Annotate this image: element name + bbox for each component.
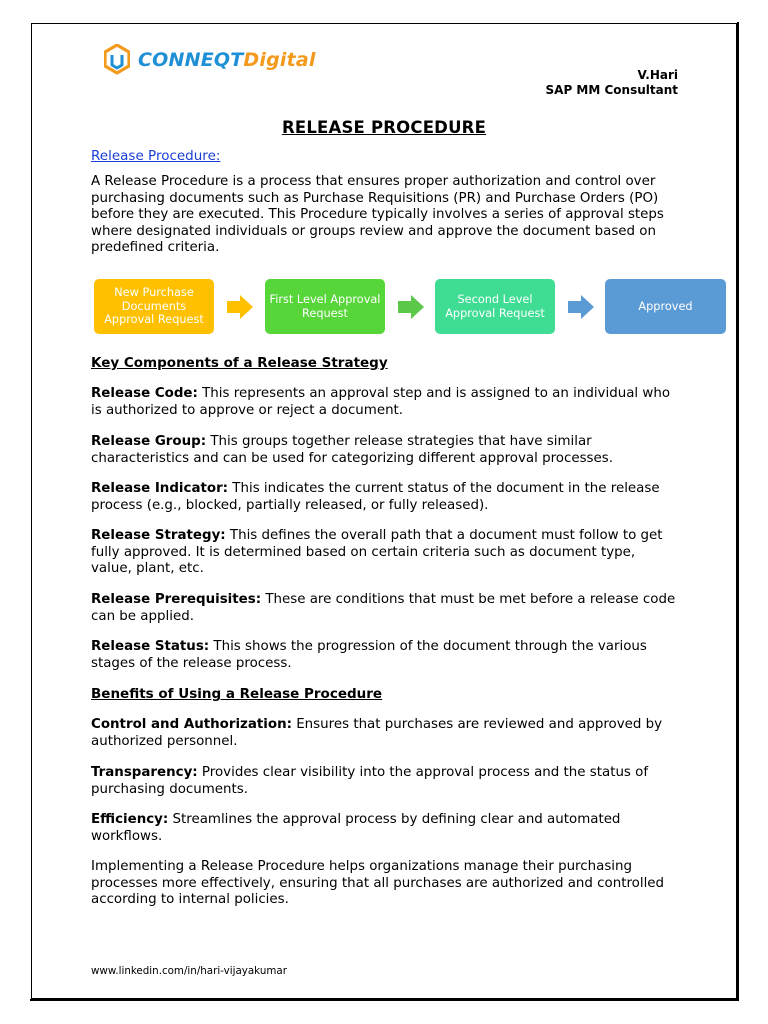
page-title: RELEASE PROCEDURE xyxy=(281,118,487,137)
component-term: Release Indicator: xyxy=(91,481,229,496)
component-release-strategy xyxy=(91,528,679,578)
flow-arrow-3 xyxy=(567,294,595,320)
flow-step-label: New Purchase Documents Approval Request xyxy=(104,286,204,327)
benefit-term: Transparency: xyxy=(91,765,198,780)
component-release-prerequisites xyxy=(91,592,679,625)
flow-step-label: First Level Approval Request xyxy=(269,293,381,320)
flow-step-second-level xyxy=(435,279,555,334)
component-release-indicator xyxy=(91,481,679,514)
brand-logo xyxy=(104,44,316,76)
brand-name xyxy=(138,49,316,71)
flow-step-new-request xyxy=(94,279,214,334)
component-term: Release Status: xyxy=(91,639,210,654)
component-term: Release Prerequisites: xyxy=(91,592,262,607)
component-release-group xyxy=(91,434,679,467)
component-term: Release Strategy: xyxy=(91,528,226,543)
benefit-text: Provides clear visibility into the approval process and the status of purchasing documents. xyxy=(91,765,649,797)
component-text: This defines the overall path that a document must follow to get fully approved. It is determined based on certain criteria such as document type, value, plant, etc. xyxy=(91,528,663,577)
component-release-code xyxy=(91,386,679,419)
benefit-text: Ensures that purchases are reviewed and approved by authorized personnel. xyxy=(91,717,663,749)
component-text: This represents an approval step and is assigned to an individual who is authorized to approve or reject a document. xyxy=(91,386,671,418)
conclusion-paragraph: Implementing a Release Procedure helps organizations manage their purchasing processes more effectively, ensuring that all purchases are authorized and controlled according to internal policies. xyxy=(91,859,665,908)
release-procedure-link[interactable]: Release Procedure: xyxy=(91,148,221,164)
component-term: Release Code: xyxy=(91,386,198,401)
benefit-transparency xyxy=(91,765,679,798)
flow-step-label: Second Level Approval Request xyxy=(445,293,545,320)
footer-linkedin-url[interactable]: www.linkedin.com/in/hari-vijayakumar xyxy=(91,965,287,977)
benefit-text: Streamlines the approval process by defining clear and automated workflows. xyxy=(91,812,621,844)
key-components-heading: Key Components of a Release Strategy xyxy=(91,355,388,371)
author-name: V.Hari xyxy=(637,68,678,82)
flow-step-approved xyxy=(605,279,726,334)
brand-logo-icon xyxy=(104,44,130,76)
component-term: Release Group: xyxy=(91,434,207,449)
component-release-status xyxy=(91,639,679,672)
intro-paragraph: A Release Procedure is a process that ensures proper authorization and control over purchasing documents such as Purchase Requisitions (PR) and Purchase Orders (PO) before they are executed. This Procedure typically involves a series of approval steps where designated individuals or groups review and approve the document based on predefined criteria. xyxy=(91,174,664,256)
flow-arrow-1 xyxy=(226,294,254,320)
component-text: This groups together release strategies that have similar characteristics and can be used for categorizing different approval processes. xyxy=(91,434,614,466)
flow-step-label: Approved xyxy=(638,299,693,313)
component-text: These are conditions that must be met before a release code can be applied. xyxy=(91,592,676,624)
author-block xyxy=(546,68,678,98)
flow-step-first-level xyxy=(265,279,385,334)
brand-name-part1: CONNEQT xyxy=(138,49,244,71)
component-text: This shows the progression of the document through the various stages of the release process. xyxy=(91,639,647,671)
benefit-term: Efficiency: xyxy=(91,812,169,827)
benefit-term: Control and Authorization: xyxy=(91,717,292,732)
benefits-heading: Benefits of Using a Release Procedure xyxy=(91,686,383,702)
author-role: SAP MM Consultant xyxy=(545,83,678,97)
benefit-control-authorization xyxy=(91,717,679,750)
flow-arrow-2 xyxy=(397,294,425,320)
benefit-efficiency xyxy=(91,812,679,845)
brand-name-part2: Digital xyxy=(243,49,316,71)
component-text: This indicates the current status of the document in the release process (e.g., blocked, partially released, or fully released). xyxy=(91,481,660,513)
